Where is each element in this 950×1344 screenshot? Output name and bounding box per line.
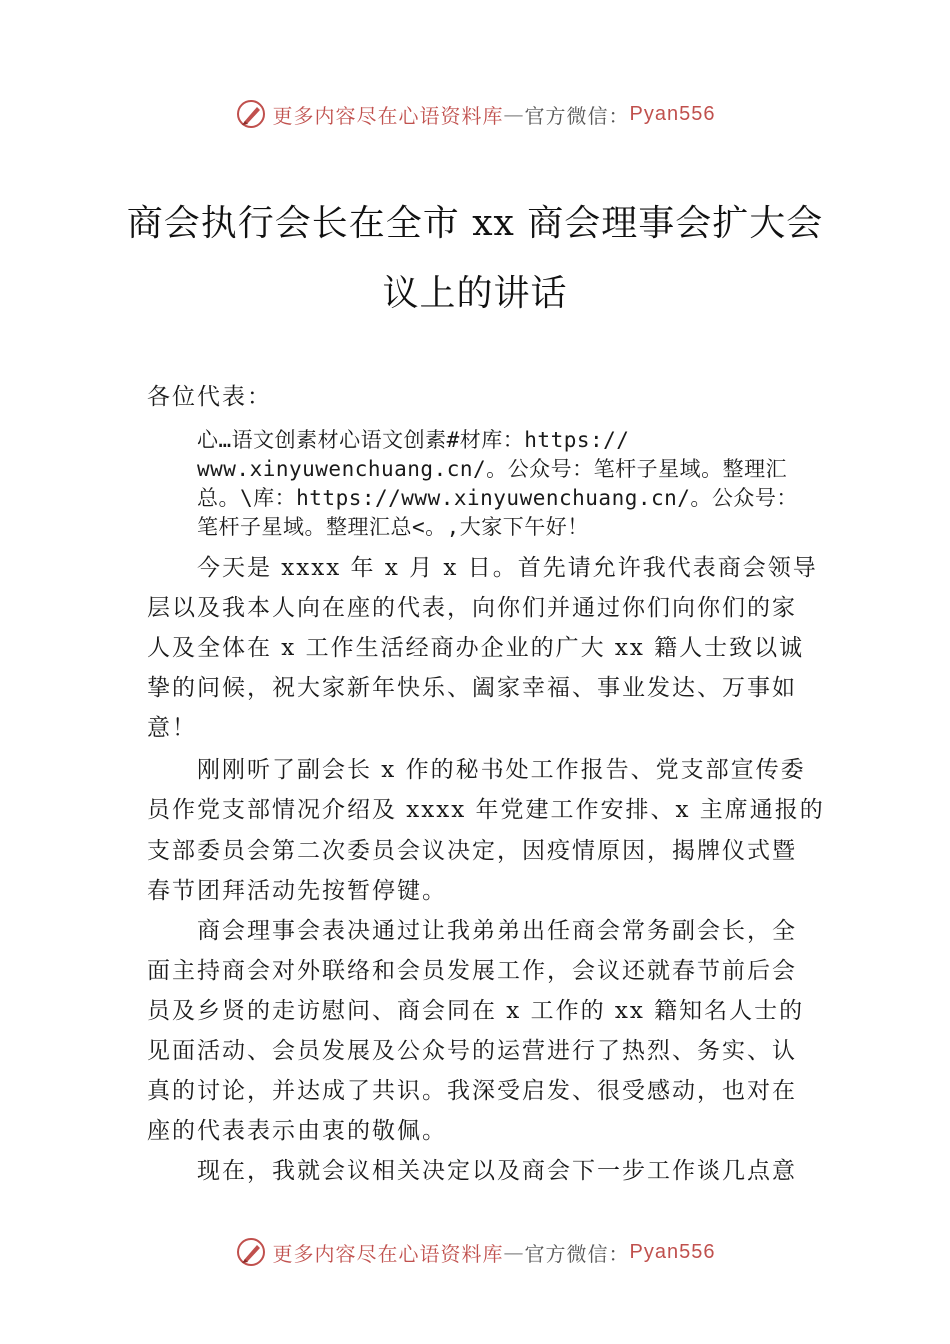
paragraph-line: 挚的问候，祝大家新年快乐、阖家幸福、事业发达、万事如: [147, 675, 797, 701]
notice-line: 总。\库：https://www.xinyuwenchuang.cn/。公众号：: [197, 486, 798, 510]
paragraph-line: 人及全体在 x 工作生活经商办企业的广大 xx 籍人士致以诚: [147, 635, 805, 661]
paragraph-line: 春节团拜活动先按暂停键。: [147, 878, 447, 904]
notice-line: 笔杆子星域。整理汇总<。,大家下午好！: [197, 515, 589, 539]
watermark-dash: —: [503, 102, 525, 126]
paragraph-line: 今天是 xxxx 年 x 月 x 日。首先请允许我代表商会领导: [197, 555, 818, 581]
document-title-line-2: 议上的讲话: [382, 273, 568, 314]
document-title-line-1: 商会执行会长在全市 xx 商会理事会扩大会: [126, 203, 824, 244]
paragraph-line: 面主持商会对外联络和会员发展工作，会议还就春节前后会: [147, 958, 797, 984]
paragraph-line: 座的代表表示由衷的敬佩。: [147, 1118, 447, 1144]
watermark-text: 更多内容尽在心语资料库: [272, 1241, 504, 1266]
paragraph-line: 真的讨论，并达成了共识。我深受启发、很受感动，也对在: [147, 1078, 797, 1104]
paragraph-line: 员及乡贤的走访慰问、商会同在 x 工作的 xx 籍知名人士的: [147, 998, 805, 1024]
watermark-official-label: 官方微信：: [524, 103, 630, 128]
paragraph-line: 员作党支部情况介绍及 xxxx 年党建工作安排、x 主席通报的: [147, 797, 825, 823]
paragraph-line: 商会理事会表决通过让我弟弟出任商会常务副会长，全: [197, 918, 797, 944]
paragraph-line: 支部委员会第二次委员会议决定，因疫情原因，揭牌仪式暨: [147, 838, 797, 864]
notice-line: 心…语文创素材心语文创素#材库：https://: [197, 428, 630, 452]
watermark-dash: —: [503, 1240, 525, 1264]
salutation: 各位代表：: [147, 384, 272, 410]
brush-pen-logo-icon: [235, 98, 267, 130]
paragraph-line: 现在，我就会议相关决定以及商会下一步工作谈几点意: [197, 1158, 797, 1184]
notice-line: www.xinyuwenchuang.cn/。公众号：笔杆子星域。整理汇: [197, 457, 788, 481]
paragraph-line: 层以及我本人向在座的代表，向你们并通过你们向你们的家: [147, 595, 797, 621]
paragraph-line: 意！: [147, 715, 197, 741]
brush-pen-logo-icon: [235, 1236, 267, 1268]
watermark-text: 更多内容尽在心语资料库: [272, 103, 504, 128]
footer-watermark: [0, 1232, 950, 1272]
watermark-official-label: 官方微信：: [524, 1241, 630, 1266]
watermark-wechat-id: Pyan556: [629, 102, 716, 125]
paragraph-line: 见面活动、会员发展及公众号的运营进行了热烈、务实、认: [147, 1038, 797, 1064]
watermark-wechat-id: Pyan556: [629, 1240, 716, 1263]
paragraph-line: 刚刚听了副会长 x 作的秘书处工作报告、党支部宣传委: [197, 757, 806, 783]
header-watermark: [0, 94, 950, 134]
